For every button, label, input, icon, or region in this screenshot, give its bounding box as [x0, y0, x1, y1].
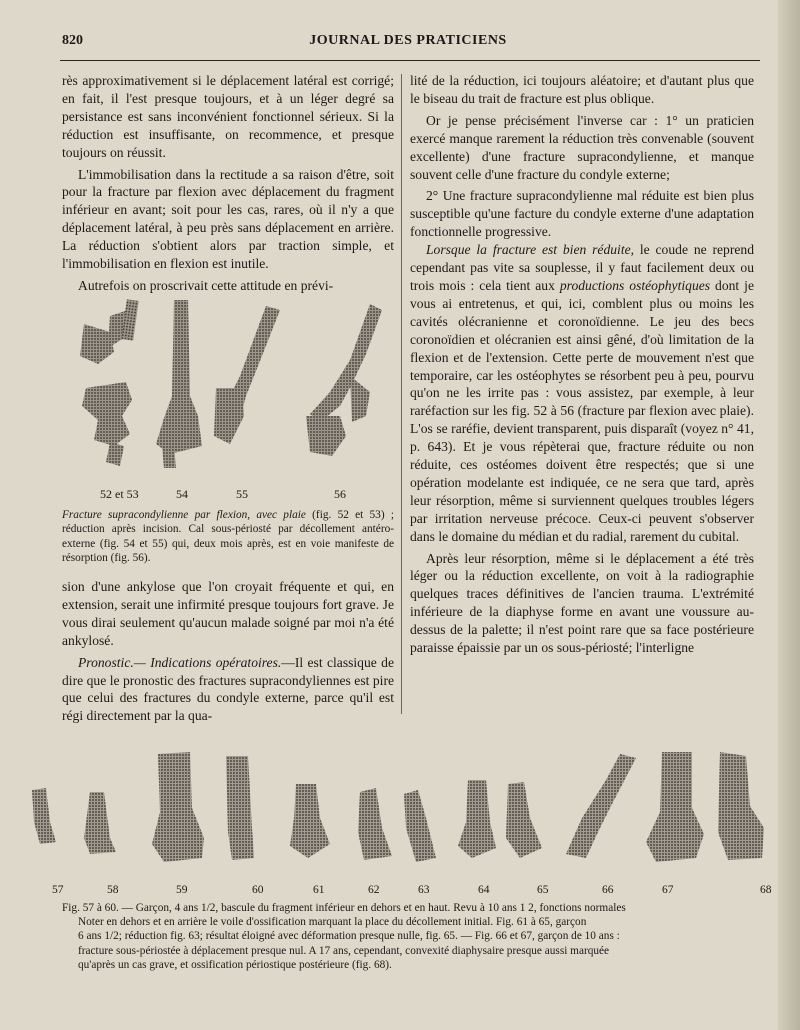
paragraph: sion d'une ankylose que l'on croyait fréquente et qui, en extension, serait une infirmité presque toujours fort grave. Je vous dirai seulement qu'aucun malade soigné par moi n'a été ankylosé. — [62, 579, 394, 648]
radiograph-58 — [84, 792, 116, 854]
page-number: 820 — [62, 33, 83, 48]
caption-line: fracture sous-périostée à déplacement presque nul. A 17 ans, cependant, convexité diaphysaire presque aussi marquée — [78, 944, 610, 957]
left-column-bottom — [62, 578, 394, 725]
caption-line: Fig. 57 à 60. — Garçon, 4 ans 1/2, bascule du fragment inférieur en dehors et en haut. Revu à 10 ans 1 2, fonctions normales — [62, 902, 626, 914]
paragraph: Or je pense précisément l'inverse car : 1° un praticien exercé manque rarement la réduction très convenable (souvent excellente) d'une fracture supracondylienne, et manque souvent celle d'une fracture du condyle externe; — [410, 112, 754, 182]
paragraph-text: , le coude ne reprend cependant pas vite sa souplesse, il y faut facilement deux ou trois mois : cela tient aux — [410, 242, 754, 293]
figure-label: 57 — [52, 884, 64, 896]
caption-line: Noter en dehors et en arrière le voile d'ossification marquant la place du décollement initial. Fig. 61 à 65, garçon — [78, 916, 587, 929]
caption-text: (fig. 52 et 53) ; réduction après incision. Cal sous-périosté par décollement antéro-externe (fig. 54 et 55) qui, deux mois après, est en voie manifeste de résorption (fig. 56). — [62, 509, 394, 564]
column-divider — [401, 74, 402, 714]
radiograph-67 — [646, 752, 704, 862]
header-rule — [60, 60, 760, 61]
radiograph-52-53 — [80, 299, 139, 466]
figure-label: 54 — [176, 487, 188, 501]
radiograph-55 — [214, 306, 280, 444]
figure-label: 68 — [760, 884, 772, 896]
caption-line: 6 ans 1/2; réduction fig. 63; résultat éloigné avec déformation presque nulle, fig. 65. — Fig. 66 et 67, garçon de 10 ans : — [78, 930, 620, 943]
right-column — [410, 72, 754, 657]
paragraph-text: —Il est classique de dire que le pronostic des fractures supracondyliennes est pire que celui des fractures du condyle externe, parce qu'il est régi directement par la qua- — [62, 654, 394, 724]
paragraph: Autrefois on proscrivait cette attitude en prévi- — [78, 277, 334, 293]
figure-caption-top — [62, 508, 394, 565]
radiograph-59 — [152, 752, 204, 862]
caption-italic: Fracture supracondylienne par flexion, avec plaie — [62, 509, 306, 521]
section-heading: Pronostic.— Indications opératoires. — [78, 654, 282, 670]
figure-caption-bottom — [62, 901, 778, 972]
page-header — [58, 33, 758, 55]
figure-label: 62 — [368, 884, 380, 896]
radiograph-60 — [226, 756, 254, 860]
italic-phrase: productions ostéophytiques — [559, 277, 711, 293]
figure-label: 63 — [418, 884, 430, 896]
page-edge-shadow — [778, 0, 800, 1030]
figure-label: 58 — [107, 884, 119, 896]
figure-label: 64 — [478, 884, 490, 896]
paragraph: L'immobilisation dans la rectitude a sa raison d'être, soit pour la fracture par flexion avec déplacement du fragment inférieur en avant; soit pour les cas, rares, où il n'y a que déplacement latéral, à peu près sans déplacement en arrière. La réduction s'obtient alors par traction simple, et l'immobilisation en flexion est inutile. — [62, 166, 394, 272]
radiograph-66 — [566, 754, 636, 858]
radiograph-68 — [718, 752, 764, 860]
figure-label: 55 — [236, 487, 248, 501]
figure-label: 67 — [662, 884, 674, 896]
figure-label: 59 — [176, 884, 188, 896]
journal-title: JOURNAL DES PRATICIENS — [309, 33, 507, 48]
figure-label: 65 — [537, 884, 549, 896]
radiograph-62 — [358, 788, 392, 860]
radiograph-63 — [404, 790, 436, 862]
figure-label: 61 — [313, 884, 325, 896]
caption-line: qu'après un cas grave, et ossification périostique postérieure (fig. 68). — [78, 958, 392, 971]
figure-radiographs-57-68 — [20, 748, 780, 878]
figure-label: 60 — [252, 884, 264, 896]
paragraph: 2° Une fracture supracondylienne mal réduite est bien plus susceptible qu'une facture du condyle externe d'une adaptation fonctionnelle progressive. — [410, 188, 754, 240]
radiograph-54 — [156, 300, 202, 468]
figure-label: 52 et 53 — [100, 487, 139, 501]
paragraph-pronostic — [62, 654, 394, 726]
paragraph-text: dont je vous ai entretenus, et qui, ici, comblent plus ou moins les cavités olécranienne et coronoïdienne. Le jeu des becs coronoïdien et olécranien est ainsi gêné, d'où limitation de la flexion et de l'extension. Cette perte de mouvement n'est que temporaire, car les ostéophytes se résorbent peu à peu, pourvu qu'on ne les irrite pas : vous assistez, par exemple, à leur raréfaction sur les fig. 52 à 56 (fracture par flexion avec plaie). L'os se raréfie, devient transparent, puis disparaît (voyez n° 41, p. 643). Et je vous répèterai que, fracture réduite ou non réduite, ces ostéomes doivent être respectés; que si une opération modelante est indiquée, ce ne sera que tard, après leur résorption, même si surviennent quelques troubles légers par irritation nerveuse précoce. Ceux-ci peuvent s'observer dans le domaine du médian et du radial, rarement du cubital. — [410, 277, 754, 544]
paragraph — [410, 241, 754, 545]
radiograph-61 — [290, 784, 330, 858]
figure-radiographs-52-56 — [70, 296, 400, 482]
left-column-top — [62, 72, 394, 295]
paragraph: Après leur résorption, même si le déplacement a été très léger ou la réduction excellente, on voit à la radiographie quelques traces définitives de l'ancien trauma. L'extrémité inférieure de la diaphyse forme en avant une voussure au-dessus de la palette; il n'est point rare que sa face postérieure paraisse épaissie par un os sous-périosté; l'interligne — [410, 550, 754, 656]
paragraph: lité de la réduction, ici toujours aléatoire; et d'autant plus que le biseau du trait de fracture est plus oblique. — [410, 73, 754, 106]
radiograph-64 — [458, 780, 496, 858]
figure-label: 56 — [334, 487, 346, 501]
radiograph-65 — [506, 782, 542, 858]
italic-phrase: Lorsque la fracture est bien réduite — [426, 242, 631, 258]
paragraph: rès approximativement si le déplacement latéral est corrigé; en fait, il l'est presque toujours, et à un léger degré sa persistance est sans inconvénient fonctionnel sérieux. Si la réduction est insuffisante, on recommence, et presque toujours on réussit. — [62, 73, 394, 160]
figure-label: 66 — [602, 884, 614, 896]
radiograph-56 — [306, 304, 382, 456]
radiograph-57 — [32, 788, 56, 844]
